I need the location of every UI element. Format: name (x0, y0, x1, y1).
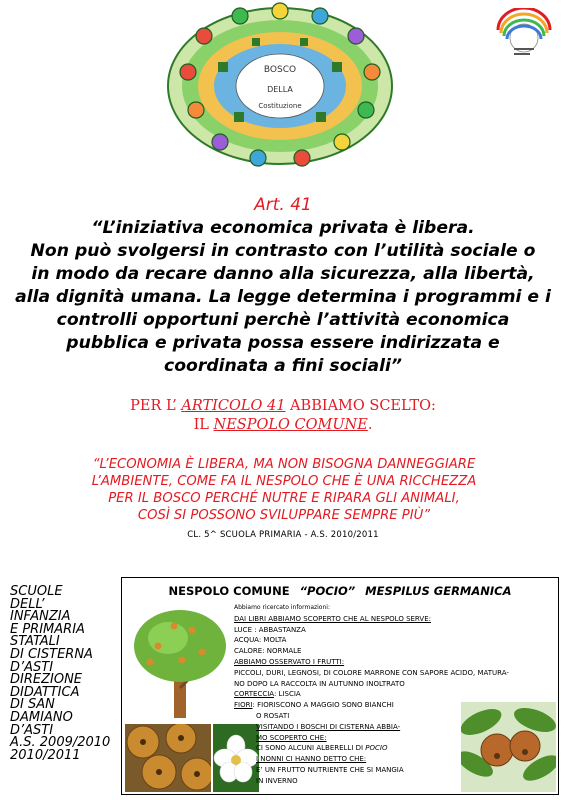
nespolo-info-card (121, 577, 559, 795)
schools-line: E PRIMARIA (10, 621, 85, 637)
schools-line: INFANZIA (10, 609, 71, 625)
article-title: Art. 41 (254, 195, 312, 215)
logo-della-text: DELLA (267, 85, 293, 94)
schools-line: D’ASTI (10, 659, 54, 675)
bark-value: : LISCIA (273, 690, 301, 699)
luce-value: LUCE : ABBASTANZA (234, 625, 306, 634)
flowers-row (234, 700, 456, 711)
quote-line: in modo da recare danno alla sicurezza, alla libertà, (31, 264, 535, 284)
fruits-description-1: PICCOLI, DURI, LEGNOSI, DI COLORE MARRONE CON SAPORE ACIDO, MATURA- (234, 668, 509, 677)
card-nickname: “POCIO” (299, 584, 356, 598)
acqua-value: ACQUA: MOLTA (234, 636, 287, 645)
class-credit: CL. 5^ SCUOLA PRIMARIA - A.S. 2010/2011 (187, 530, 379, 540)
flowers-label: FIORI (234, 701, 253, 710)
choice-prefix-2: IL (193, 417, 214, 433)
calore-value: CALORE: NORMALE (234, 647, 302, 656)
logo-bosco-text: BOSCO (263, 65, 297, 75)
quote-line: alla dignità umana. La legge determina i programmi e i (15, 287, 551, 307)
rainbow-school-logo (492, 8, 556, 64)
edible-line-2: IN INVERNO (256, 776, 298, 785)
nespolo-comune-underlined: NESPOLO COMUNE (213, 417, 368, 433)
choice-line-2 (0, 416, 566, 435)
schools-line: A.S. 2009/2010 (10, 735, 111, 751)
pocio-name: POCIO (365, 744, 388, 753)
fruit-branch-photo (461, 702, 556, 792)
card-name: NESPOLO COMUNE (168, 584, 290, 598)
schools-line: DELL’ (10, 596, 45, 612)
schools-line: DI CISTERNA (10, 646, 93, 662)
bark-label: CORTECCIA (234, 690, 274, 699)
schools-line: STATALI (10, 634, 60, 650)
woods-heading-1: VISITANDO I BOSCHI DI CISTERNA ABBIA- (256, 722, 401, 731)
quote-line: Non può svolgersi in contrasto con l’utilità sociale o (30, 241, 536, 261)
quote-line: “L’iniziativa economica privata è libera. (91, 218, 475, 238)
quote-line: pubblica e privata possa essere indirizzata e (66, 333, 500, 353)
logo-costituzione-text: Costituzione (258, 102, 302, 110)
motto-line: COSÌ SI POSSONO SVILUPPARE SEMPRE PIÙ” (137, 508, 431, 523)
quote-line: controlli opportuni perchè l’attività economica (56, 310, 510, 330)
schools-line: DAMIANO (10, 709, 73, 725)
flowers-value-2: O ROSATI (256, 711, 290, 720)
schools-line: DIDATTICA (10, 684, 80, 700)
choice-suffix-2: . (367, 417, 373, 433)
intro-text: Abbiamo ricercato informazioni: (234, 604, 330, 611)
few-trees-row (234, 743, 456, 754)
schools-line: D’ASTI (10, 722, 54, 738)
card-info-text (234, 603, 509, 787)
card-latin-name: MESPILUS GERMANICA (365, 584, 512, 598)
books-heading: DAI LIBRI ABBIAMO SCOPERTO CHE AL NESPOLO SERVE: (234, 614, 431, 623)
schools-line: SCUOLE (10, 584, 63, 599)
schools-line: 2010/2011 (10, 747, 81, 763)
quote-line: coordinata a fini sociali” (164, 356, 402, 376)
grandparents-heading: I NONNI CI HANNO DETTO CHE: (256, 755, 367, 764)
motto-line: PER IL BOSCO PERCHÉ NUTRE E RIPARA GLI ANIMALI, (108, 491, 460, 506)
card-header (122, 584, 558, 598)
bark-row (234, 689, 456, 700)
choice-line-1 (0, 397, 566, 416)
flowers-value: : FIORISCONO A MAGGIO SONO BIANCHI (252, 701, 394, 710)
schools-line: DIREZIONE (10, 672, 83, 688)
bosco-della-costituzione-logo (160, 2, 400, 170)
article-quote (8, 217, 558, 378)
woods-heading-2: MO SCOPERTO CHE: (256, 733, 327, 742)
motto-line: L’AMBIENTE, COME FA IL NESPOLO CHE È UNA RICCHEZZA (91, 474, 477, 489)
choice-statement (0, 397, 566, 435)
class-motto (14, 456, 554, 524)
article-41-underlined: ARTICOLO 41 (181, 398, 286, 414)
schools-line: DI SAN (10, 697, 55, 713)
few-trees-text: CI SONO ALCUNI ALBERELLI DI (256, 744, 366, 753)
fruits-description-2: NO DOPO LA RACCOLTA IN AUTUNNO INOLTRATO (234, 679, 405, 688)
edible-line-1: E’ UN FRUTTO NUTRIENTE CHE SI MANGIA (256, 765, 404, 774)
choice-suffix: ABBIAMO SCELTO: (285, 398, 436, 414)
motto-line: “L’ECONOMIA È LIBERA, MA NON BISOGNA DANNEGGIARE (92, 457, 476, 472)
fruit-photo (125, 724, 211, 792)
choice-prefix: PER L’ (130, 398, 182, 414)
schools-label (10, 586, 122, 762)
fruits-heading: ABBIAMO OSSERVATO I FRUTTI: (234, 657, 345, 666)
tree-drawing (130, 608, 230, 720)
